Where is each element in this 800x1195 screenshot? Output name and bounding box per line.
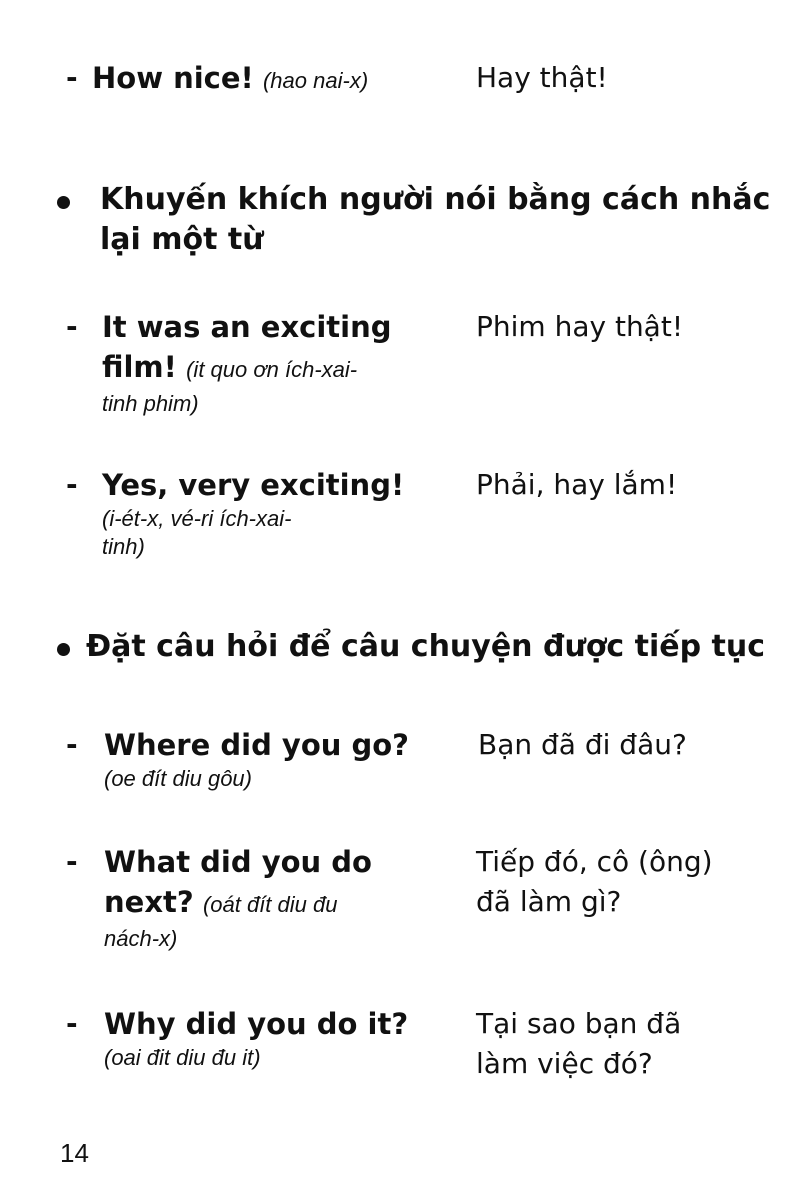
phrase-pronunciation: (oai đit diu đu it) [104,1045,261,1070]
phrase-vietnamese: Hay thật! [476,61,608,94]
bullet-icon [57,196,70,209]
phrase-vietnamese-line: làm việc đó? [476,1047,653,1080]
phrase-pronunciation: (oe đít diu gôu) [104,766,252,791]
section-heading-line: lại một từ [100,222,264,257]
entry-dash: - [66,61,78,94]
phrase-vietnamese-line: Tiếp đó, cô (ông) [476,845,713,878]
phrase-vietnamese [476,1004,681,1084]
phrase-pronunciation: (i-ét-x, vé-ri ích-xai- [102,506,292,531]
entry-dash: - [66,468,78,501]
page-number: 14 [60,1138,89,1168]
section-heading-line: Khuyến khích người nói bằng cách nhắc [100,182,771,217]
phrase-pronunciation: (oát đít diu đu [202,892,338,917]
phrase-vietnamese-line: đã làm gì? [476,885,622,918]
phrase-vietnamese: Phim hay thật! [476,310,684,343]
phrase-english-text: next? [104,885,194,919]
entry-dash: - [66,728,78,761]
phrase-english-text: How nice! [92,61,254,95]
phrase-english-text: Why did you do it? [104,1007,409,1041]
phrase-pronunciation: nách-x) [104,926,178,951]
phrase-english [102,307,442,418]
phrase-pronunciation: (it quo ơn ích-xai- [186,357,358,382]
phrase-english-text: Yes, very exciting! [102,468,405,502]
phrase-vietnamese [476,842,713,922]
phrase-pronunciation: (hao nai-x) [262,68,369,93]
phrase-pronunciation: tinh) [102,534,145,559]
phrase-english [104,842,444,953]
section-heading [100,180,770,260]
section-heading-line: Đặt câu hỏi để câu chuyện được tiếp tục [86,629,766,664]
phrase-english-text: What did you do [104,845,372,879]
entry-dash: - [66,1007,78,1040]
phrase-vietnamese: Bạn đã đi đâu? [478,728,687,761]
phrase-pronunciation: tinh phim) [102,391,199,416]
phrase-english-text: It was an exciting [102,310,392,344]
entry-dash: - [66,310,78,343]
entry-dash: - [66,845,78,878]
phrase-english [102,465,442,561]
phrase-english [104,1004,444,1072]
phrase-english-text: film! [102,350,177,384]
section-heading [86,627,765,667]
phrase-english [92,58,368,101]
phrase-vietnamese: Phải, hay lắm! [476,468,678,501]
phrase-vietnamese-line: Tại sao bạn đã [476,1007,682,1040]
phrase-english-text: Where did you go? [104,728,409,762]
bullet-icon [57,643,70,656]
phrase-english [104,725,444,793]
